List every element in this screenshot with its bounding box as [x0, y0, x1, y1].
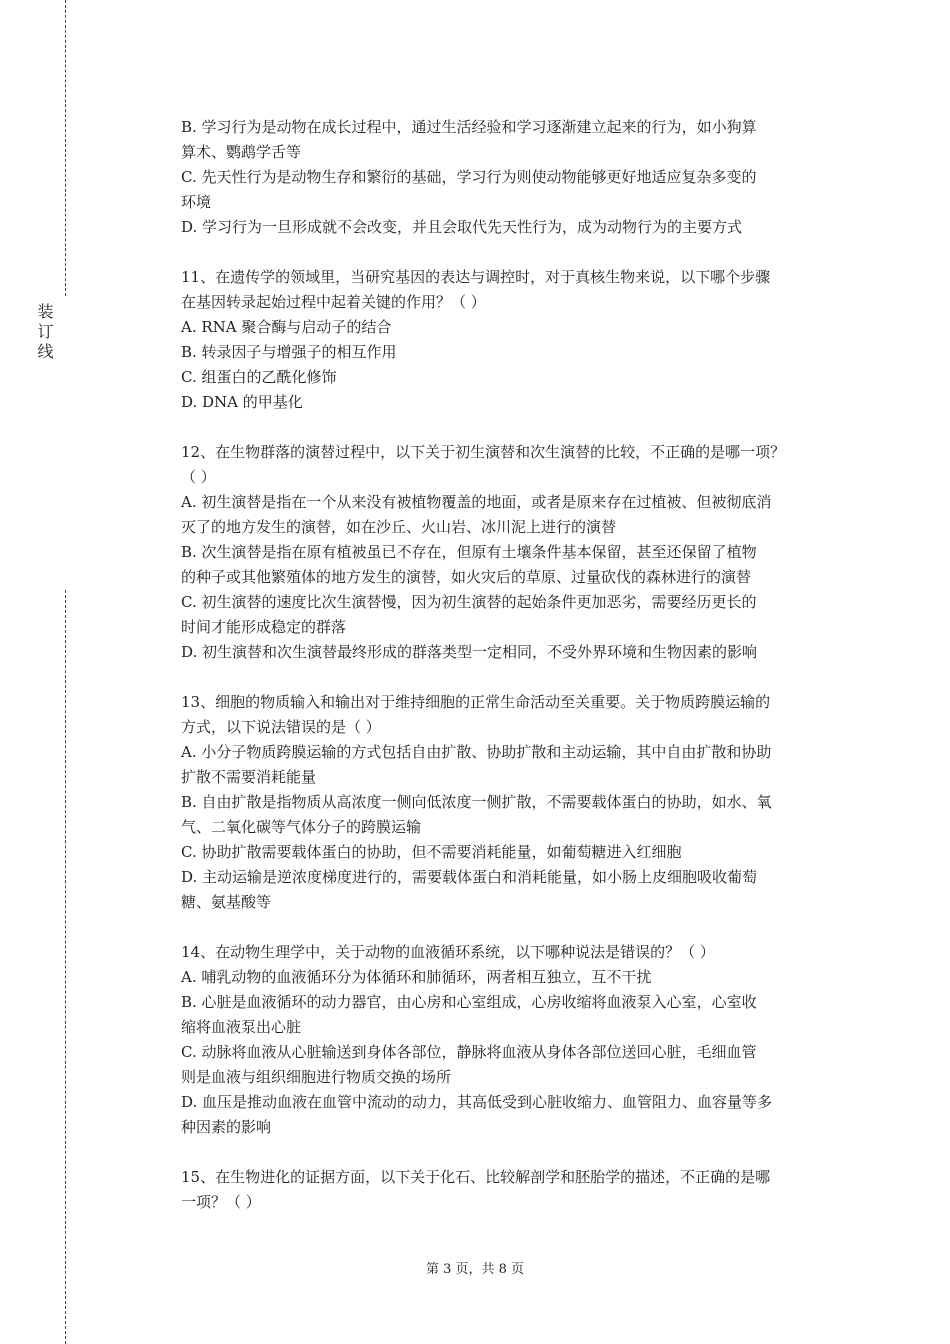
answer-option [181, 1090, 851, 1140]
answer-option-line: 种因素的影响 [181, 1118, 272, 1136]
answer-option-line: B. 次生演替是指在原有植被虽已不存在，但原有土壤条件基本保留，甚至还保留了植物 [181, 543, 757, 561]
answer-option [181, 390, 851, 415]
answer-option-line: A. 哺乳动物的血液循环分为体循环和肺循环，两者相互独立，互不干扰 [181, 968, 652, 986]
answer-option [181, 165, 851, 215]
answer-option-line: D. DNA 的甲基化 [181, 393, 303, 411]
answer-option-line: 灭了的地方发生的演替，如在沙丘、火山岩、冰川泥上进行的演替 [181, 518, 617, 536]
question-block [181, 440, 851, 665]
answer-option [181, 865, 851, 915]
answer-option [181, 540, 851, 590]
answer-option [181, 965, 851, 990]
question-stem-line: 11、在遗传学的领域里，当研究基因的表达与调控时，对于真核生物来说，以下哪个步骤 [181, 268, 771, 286]
answer-option [181, 315, 851, 340]
answer-option [181, 365, 851, 390]
answer-option [181, 1040, 851, 1090]
answer-option-line: 则是血液与组织细胞进行物质交换的场所 [181, 1068, 452, 1086]
question-content [181, 115, 851, 1215]
answer-option [181, 215, 851, 240]
answer-option-line: A. RNA 聚合酶与启动子的结合 [181, 318, 392, 336]
page-footer: 第 3 页，共 8 页 [425, 1262, 525, 1277]
answer-option-line: 缩将血液泵出心脏 [181, 1018, 302, 1036]
answer-option-line: D. 血压是推动血液在血管中流动的动力，其高低受到心脏收缩力、血管阻力、血容量等多 [181, 1093, 773, 1111]
answer-option-line: B. 学习行为是动物在成长过程中，通过生活经验和学习逐渐建立起来的行为，如小狗算 [181, 118, 757, 136]
answer-option-line: D. 主动运输是逆浓度梯度进行的，需要载体蛋白和消耗能量，如小肠上皮细胞吸收葡萄 [181, 868, 758, 886]
answer-option [181, 790, 851, 840]
answer-option-line: B. 心脏是血液循环的动力器官，由心房和心室组成，心房收缩将血液泵入心室，心室收 [181, 993, 757, 1011]
answer-option [181, 340, 851, 365]
binding-line-bottom [65, 590, 66, 1344]
answer-option [181, 640, 851, 665]
answer-option-line: C. 动脉将血液从心脏输送到身体各部位，静脉将血液从身体各部位送回心脏，毛细血管 [181, 1043, 757, 1061]
answer-option [181, 840, 851, 865]
question-block [181, 115, 851, 240]
answer-option-line: C. 协助扩散需要载体蛋白的协助，但不需要消耗能量，如葡萄糖进入红细胞 [181, 843, 682, 861]
answer-option-line: C. 先天性行为是动物生存和繁衍的基础，学习行为则使动物能够更好地适应复杂多变的 [181, 168, 757, 186]
answer-option [181, 990, 851, 1040]
answer-option-line: B. 自由扩散是指物质从高浓度一侧向低浓度一侧扩散，不需要载体蛋白的协助，如水、氧 [181, 793, 772, 811]
question-block [181, 690, 851, 915]
answer-option [181, 490, 851, 540]
answer-option-line: D. 学习行为一旦形成就不会改变，并且会取代先天性行为，成为动物行为的主要方式 [181, 218, 743, 236]
question-stem-line: 15、在生物进化的证据方面，以下关于化石、比较解剖学和胚胎学的描述，不正确的是哪 [181, 1168, 771, 1186]
question-block [181, 940, 851, 1140]
answer-option [181, 740, 851, 790]
question-block [181, 265, 851, 415]
question-block [181, 1165, 851, 1215]
question-stem-line: 14、在动物生理学中，关于动物的血液循环系统，以下哪种说法是错误的？（ ） [181, 943, 715, 961]
answer-option-line: C. 组蛋白的乙酰化修饰 [181, 368, 337, 386]
answer-option-line: D. 初生演替和次生演替最终形成的群落类型一定相同，不受外界环境和生物因素的影响 [181, 643, 758, 661]
answer-option-line: 的种子或其他繁殖体的地方发生的演替，如火灾后的草原、过量砍伐的森林进行的演替 [181, 568, 752, 586]
answer-option-line: 算术、鹦鹉学舌等 [181, 143, 302, 161]
question-stem-line: 方式，以下说法错误的是（ ） [181, 718, 381, 736]
answer-option-line: 糖、氨基酸等 [181, 893, 272, 911]
answer-option-line: B. 转录因子与增强子的相互作用 [181, 343, 397, 361]
answer-option-line: 环境 [181, 193, 212, 211]
binding-line-top [65, 0, 66, 296]
answer-option-line: A. 初生演替是指在一个从来没有被植物覆盖的地面，或者是原来存在过植被、但被彻底消 [181, 493, 772, 511]
question-stem-line: 一项？（ ） [181, 1193, 261, 1211]
answer-option-line: A. 小分子物质跨膜运输的方式包括自由扩散、协助扩散和主动运输，其中自由扩散和协助 [181, 743, 772, 761]
binding-label: 装订线 [35, 303, 54, 363]
answer-option-line: 时间才能形成稳定的群落 [181, 618, 347, 636]
question-stem-line: 12、在生物群落的演替过程中，以下关于初生演替和次生演替的比较，不正确的是哪一项？ [181, 443, 786, 461]
question-stem-line: 13、细胞的物质输入和输出对于维持细胞的正常生命活动至关重要。关于物质跨膜运输的 [181, 693, 771, 711]
answer-option [181, 115, 851, 165]
question-stem-line: 在基因转录起始过程中起着关键的作用？（ ） [181, 293, 486, 311]
answer-option-line: 扩散不需要消耗能量 [181, 768, 317, 786]
answer-option-line: 气、二氧化碳等气体分子的跨膜运输 [181, 818, 422, 836]
answer-option [181, 590, 851, 640]
question-stem-line: （ ） [181, 468, 216, 486]
answer-option-line: C. 初生演替的速度比次生演替慢，因为初生演替的起始条件更加恶劣，需要经历更长的 [181, 593, 757, 611]
